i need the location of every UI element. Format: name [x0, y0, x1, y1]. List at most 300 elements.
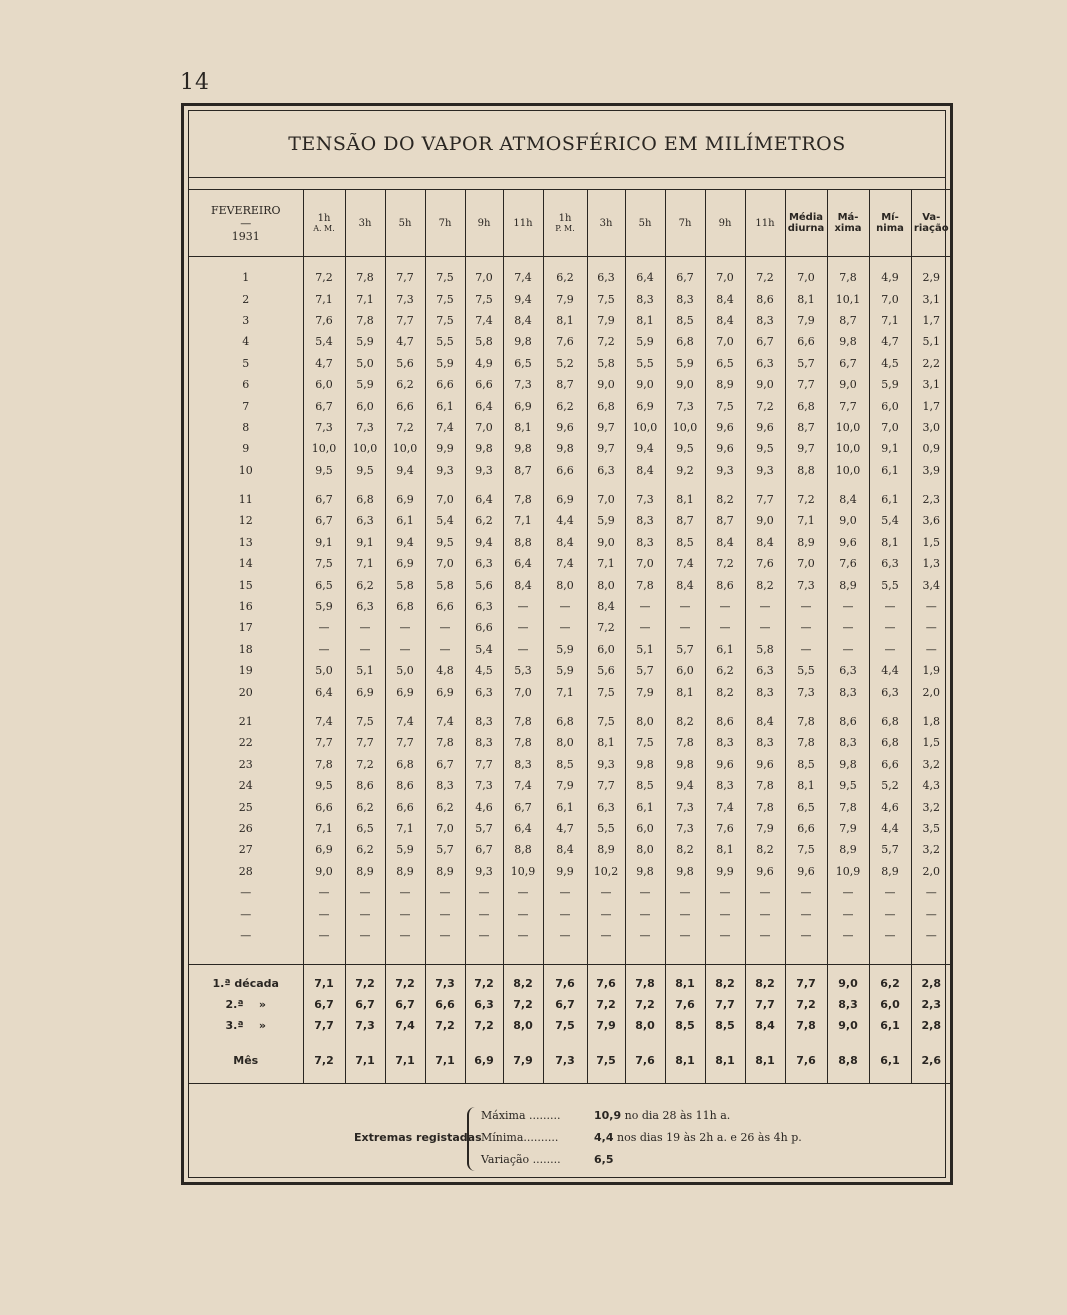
- value-cell: 9,6: [785, 861, 827, 882]
- value-cell: 6,2: [345, 839, 385, 860]
- value-cell: —: [869, 617, 911, 638]
- value-cell: 6,2: [345, 796, 385, 817]
- value-cell: —: [745, 925, 785, 965]
- value-cell: 7,8: [503, 481, 543, 510]
- value-cell: 6,0: [303, 374, 345, 395]
- summary-value-cell: 7,2: [345, 965, 385, 995]
- value-cell: —: [385, 925, 425, 965]
- value-cell: 3,0: [911, 417, 951, 438]
- value-cell: 4,7: [869, 331, 911, 352]
- extremes-section: [189, 1099, 945, 1181]
- day-cell: 23: [238, 757, 253, 771]
- value-cell: 7,3: [665, 395, 705, 416]
- value-cell: —: [745, 617, 785, 638]
- value-cell: 8,4: [705, 288, 745, 309]
- day-cell: 12: [238, 514, 253, 528]
- day-cell: —: [240, 907, 252, 921]
- day-cell: —: [240, 886, 252, 900]
- value-cell: —: [345, 639, 385, 660]
- value-cell: 9,5: [303, 460, 345, 481]
- value-cell: 9,6: [705, 438, 745, 459]
- summary-value-cell: 7,4: [385, 1015, 425, 1036]
- value-cell: 7,9: [543, 288, 587, 309]
- summary-value-cell: 2,6: [911, 1036, 951, 1084]
- value-cell: 7,6: [543, 331, 587, 352]
- value-cell: 8,6: [745, 288, 785, 309]
- value-cell: 9,8: [625, 861, 665, 882]
- value-cell: —: [827, 882, 869, 903]
- value-cell: 9,0: [745, 374, 785, 395]
- maxima-row-value: [594, 1109, 730, 1122]
- value-cell: 7,0: [869, 417, 911, 438]
- value-cell: 8,1: [785, 288, 827, 309]
- value-cell: 7,7: [385, 732, 425, 753]
- value-cell: 6,8: [785, 395, 827, 416]
- table-row: [189, 775, 951, 796]
- value-cell: 7,8: [665, 732, 705, 753]
- value-cell: 6,8: [345, 481, 385, 510]
- value-cell: 0,9: [911, 438, 951, 459]
- minima-row-label: Mínima..........: [481, 1131, 559, 1144]
- value-cell: 6,9: [625, 395, 665, 416]
- summary-value-cell: 6,1: [869, 1036, 911, 1084]
- value-cell: 7,2: [345, 754, 385, 775]
- value-cell: 5,8: [385, 574, 425, 595]
- value-cell: —: [303, 617, 345, 638]
- value-cell: 6,5: [705, 353, 745, 374]
- value-cell: 6,8: [385, 754, 425, 775]
- value-cell: 7,8: [503, 732, 543, 753]
- value-cell: 9,7: [785, 438, 827, 459]
- summary-value-cell: 7,8: [625, 965, 665, 995]
- table-row: [189, 925, 951, 965]
- value-cell: —: [785, 903, 827, 924]
- value-cell: 6,3: [587, 796, 625, 817]
- value-cell: 4,4: [869, 660, 911, 681]
- value-cell: 8,1: [625, 310, 665, 331]
- maxima-label-1: Má-: [837, 212, 859, 223]
- value-cell: 3,2: [911, 754, 951, 775]
- value-cell: 7,0: [425, 481, 465, 510]
- value-cell: 8,1: [665, 481, 705, 510]
- value-cell: 7,3: [625, 481, 665, 510]
- value-cell: 9,0: [587, 532, 625, 553]
- value-cell: 7,5: [425, 288, 465, 309]
- value-cell: 8,4: [543, 532, 587, 553]
- value-cell: 5,9: [543, 660, 587, 681]
- table-row: [189, 553, 951, 574]
- value-cell: 6,9: [425, 681, 465, 702]
- table-row: [189, 288, 951, 309]
- value-cell: 9,3: [587, 754, 625, 775]
- table-row: [189, 417, 951, 438]
- value-cell: 4,5: [869, 353, 911, 374]
- value-cell: 4,4: [543, 510, 587, 531]
- value-cell: 7,5: [425, 257, 465, 289]
- value-cell: 7,9: [625, 681, 665, 702]
- value-cell: 8,3: [705, 732, 745, 753]
- value-cell: 7,0: [587, 481, 625, 510]
- value-cell: 9,6: [745, 417, 785, 438]
- summary-value-cell: 7,2: [465, 965, 503, 995]
- value-cell: 8,5: [665, 532, 705, 553]
- value-cell: 10,0: [303, 438, 345, 459]
- value-cell: 7,1: [587, 553, 625, 574]
- summary-value-cell: 7,2: [503, 994, 543, 1015]
- hour-header: 11h: [745, 190, 785, 257]
- value-cell: 10,0: [385, 438, 425, 459]
- value-cell: 5,9: [425, 353, 465, 374]
- summary-value-cell: 8,1: [665, 965, 705, 995]
- summary-value-cell: 7,1: [345, 1036, 385, 1084]
- value-cell: 5,2: [543, 353, 587, 374]
- value-cell: 6,7: [303, 481, 345, 510]
- value-cell: 9,7: [587, 438, 625, 459]
- value-cell: 5,9: [345, 374, 385, 395]
- value-cell: 5,5: [587, 818, 625, 839]
- value-cell: 7,9: [785, 310, 827, 331]
- summary-value-cell: 6,3: [465, 994, 503, 1015]
- summary-value-cell: 6,0: [869, 994, 911, 1015]
- value-cell: —: [705, 617, 745, 638]
- value-cell: 8,7: [543, 374, 587, 395]
- variacao-row-label: Variação ........: [481, 1153, 561, 1166]
- value-cell: —: [543, 903, 587, 924]
- value-cell: 6,2: [385, 374, 425, 395]
- value-cell: 7,1: [503, 510, 543, 531]
- value-cell: 4,8: [425, 660, 465, 681]
- value-cell: 7,2: [303, 257, 345, 289]
- value-cell: —: [665, 882, 705, 903]
- value-cell: 9,5: [665, 438, 705, 459]
- value-cell: 7,1: [785, 510, 827, 531]
- value-cell: 10,0: [827, 417, 869, 438]
- value-cell: 6,1: [705, 639, 745, 660]
- value-cell: 3,1: [911, 288, 951, 309]
- value-cell: 2,3: [911, 481, 951, 510]
- value-cell: 8,9: [345, 861, 385, 882]
- value-cell: 8,4: [827, 481, 869, 510]
- value-cell: 1,5: [911, 732, 951, 753]
- value-cell: 8,0: [543, 574, 587, 595]
- value-cell: 7,8: [345, 310, 385, 331]
- summary-value-cell: 8,1: [705, 1036, 745, 1084]
- value-cell: 7,4: [303, 703, 345, 732]
- value-cell: —: [785, 925, 827, 965]
- value-cell: 8,1: [665, 681, 705, 702]
- value-cell: —: [745, 596, 785, 617]
- value-cell: 6,2: [345, 574, 385, 595]
- value-cell: —: [705, 925, 745, 965]
- value-cell: 8,3: [745, 681, 785, 702]
- value-cell: 6,7: [303, 395, 345, 416]
- value-cell: —: [385, 617, 425, 638]
- value-cell: 5,5: [625, 353, 665, 374]
- variacao-label-2: riação: [913, 223, 949, 234]
- summary-value-cell: 8,2: [705, 965, 745, 995]
- summary-value-cell: 7,6: [665, 994, 705, 1015]
- value-cell: 8,3: [625, 532, 665, 553]
- value-cell: 8,4: [503, 310, 543, 331]
- value-cell: —: [503, 925, 543, 965]
- summary-value-cell: 7,2: [385, 965, 425, 995]
- table-row: [189, 596, 951, 617]
- summary-value-cell: 7,2: [625, 994, 665, 1015]
- hour-header: 7h: [665, 190, 705, 257]
- value-cell: 8,4: [745, 703, 785, 732]
- value-cell: 7,5: [303, 553, 345, 574]
- value-cell: 6,6: [869, 754, 911, 775]
- value-cell: 5,1: [345, 660, 385, 681]
- value-cell: 7,9: [745, 818, 785, 839]
- value-cell: —: [827, 639, 869, 660]
- value-cell: 8,5: [625, 775, 665, 796]
- value-cell: 7,2: [705, 553, 745, 574]
- value-cell: 6,4: [303, 681, 345, 702]
- value-cell: —: [665, 903, 705, 924]
- value-cell: —: [385, 639, 425, 660]
- summary-value-cell: 6,2: [869, 965, 911, 995]
- table-row: [189, 732, 951, 753]
- value-cell: 2,2: [911, 353, 951, 374]
- value-cell: —: [785, 617, 827, 638]
- value-cell: —: [869, 882, 911, 903]
- summary-value-cell: 6,9: [465, 1036, 503, 1084]
- day-cell: 14: [238, 557, 253, 571]
- value-cell: —: [425, 882, 465, 903]
- summary-value-cell: 7,1: [385, 1036, 425, 1084]
- summary-value-cell: 2,8: [911, 965, 951, 995]
- value-cell: 5,9: [303, 596, 345, 617]
- value-cell: 1,8: [911, 703, 951, 732]
- value-cell: —: [303, 882, 345, 903]
- value-cell: 8,3: [827, 681, 869, 702]
- value-cell: 7,8: [827, 796, 869, 817]
- value-cell: 6,1: [869, 481, 911, 510]
- value-cell: 6,9: [543, 481, 587, 510]
- value-cell: 8,2: [745, 574, 785, 595]
- value-cell: 8,7: [827, 310, 869, 331]
- value-cell: 4,9: [465, 353, 503, 374]
- value-cell: 7,1: [385, 818, 425, 839]
- value-cell: —: [345, 925, 385, 965]
- value-cell: 9,6: [827, 532, 869, 553]
- table-row: [189, 460, 951, 481]
- value-cell: —: [543, 596, 587, 617]
- value-cell: 6,0: [869, 395, 911, 416]
- value-cell: 7,4: [425, 417, 465, 438]
- table-row: [189, 438, 951, 459]
- value-cell: —: [665, 925, 705, 965]
- value-cell: 8,3: [745, 310, 785, 331]
- value-cell: —: [625, 903, 665, 924]
- value-cell: 8,4: [543, 839, 587, 860]
- value-cell: 9,8: [827, 331, 869, 352]
- value-cell: 7,8: [345, 257, 385, 289]
- value-cell: —: [911, 617, 951, 638]
- minima-row-value: [594, 1131, 802, 1144]
- value-cell: 8,3: [425, 775, 465, 796]
- summary-row: [189, 994, 951, 1015]
- value-cell: —: [587, 903, 625, 924]
- value-cell: 1,9: [911, 660, 951, 681]
- value-cell: 8,7: [785, 417, 827, 438]
- value-cell: 8,7: [665, 510, 705, 531]
- am-label: A. M.: [313, 224, 335, 233]
- summary-value-cell: 8,1: [665, 1036, 705, 1084]
- value-cell: 8,0: [587, 574, 625, 595]
- value-cell: 5,6: [465, 574, 503, 595]
- value-cell: 7,5: [705, 395, 745, 416]
- value-cell: 9,3: [465, 460, 503, 481]
- value-cell: 8,2: [745, 839, 785, 860]
- day-cell: 2: [242, 292, 250, 306]
- day-cell: 8: [242, 420, 250, 434]
- value-cell: —: [911, 596, 951, 617]
- value-cell: 6,6: [425, 596, 465, 617]
- variacao-header: [911, 190, 951, 257]
- value-cell: 8,4: [705, 310, 745, 331]
- value-cell: 8,6: [345, 775, 385, 796]
- summary-value-cell: 7,6: [785, 1036, 827, 1084]
- value-cell: —: [543, 882, 587, 903]
- value-cell: 6,0: [625, 818, 665, 839]
- value-cell: —: [543, 925, 587, 965]
- value-cell: 7,8: [425, 732, 465, 753]
- day-cell: 5: [242, 356, 250, 370]
- value-cell: 9,4: [625, 438, 665, 459]
- value-cell: 7,3: [665, 818, 705, 839]
- value-cell: 8,3: [465, 732, 503, 753]
- minima-label-2: nima: [876, 223, 904, 234]
- value-cell: 9,4: [503, 288, 543, 309]
- value-cell: 6,8: [385, 596, 425, 617]
- value-cell: 7,4: [385, 703, 425, 732]
- value-cell: 9,3: [425, 460, 465, 481]
- value-cell: 8,2: [705, 481, 745, 510]
- value-cell: 8,2: [665, 839, 705, 860]
- value-cell: 7,2: [587, 617, 625, 638]
- value-cell: 3,5: [911, 818, 951, 839]
- summary-label: 3.ª »: [225, 1019, 266, 1033]
- table-row: [189, 903, 951, 924]
- value-cell: —: [705, 903, 745, 924]
- value-cell: 10,1: [827, 288, 869, 309]
- value-cell: 9,8: [665, 861, 705, 882]
- value-cell: 2,0: [911, 861, 951, 882]
- value-cell: 9,0: [625, 374, 665, 395]
- value-cell: 7,5: [345, 703, 385, 732]
- table-row: [189, 257, 951, 289]
- table-frame: [181, 103, 953, 1185]
- table-row: [189, 681, 951, 702]
- value-cell: 8,5: [785, 754, 827, 775]
- value-cell: 7,7: [587, 775, 625, 796]
- hour-header: 5h: [385, 190, 425, 257]
- table-row: [189, 510, 951, 531]
- value-cell: —: [911, 903, 951, 924]
- value-cell: 9,4: [465, 532, 503, 553]
- value-cell: 9,8: [625, 754, 665, 775]
- value-cell: 8,5: [543, 754, 587, 775]
- value-cell: 5,3: [503, 660, 543, 681]
- value-cell: 6,1: [425, 395, 465, 416]
- maxima-text: no dia 28 às 11h a.: [624, 1109, 731, 1122]
- value-cell: 5,5: [785, 660, 827, 681]
- value-cell: —: [869, 639, 911, 660]
- day-cell: 27: [238, 843, 253, 857]
- value-cell: 8,4: [587, 596, 625, 617]
- value-cell: 6,8: [665, 331, 705, 352]
- table-row: [189, 839, 951, 860]
- value-cell: 7,3: [785, 574, 827, 595]
- value-cell: 5,7: [665, 639, 705, 660]
- value-cell: —: [543, 617, 587, 638]
- value-cell: 4,6: [465, 796, 503, 817]
- value-cell: 4,3: [911, 775, 951, 796]
- value-cell: 7,3: [345, 417, 385, 438]
- value-cell: 7,0: [465, 257, 503, 289]
- table-row: [189, 532, 951, 553]
- table-row: [189, 374, 951, 395]
- value-cell: 7,3: [503, 374, 543, 395]
- value-cell: 5,8: [465, 331, 503, 352]
- value-cell: 6,4: [465, 481, 503, 510]
- summary-value-cell: 8,5: [665, 1015, 705, 1036]
- summary-label: 1.ª década: [189, 965, 303, 995]
- day-cell: 11: [238, 493, 253, 507]
- value-cell: 8,1: [587, 732, 625, 753]
- value-cell: 8,9: [827, 574, 869, 595]
- value-cell: —: [911, 639, 951, 660]
- value-cell: 9,5: [303, 775, 345, 796]
- value-cell: 9,9: [425, 438, 465, 459]
- day-cell: 10: [238, 463, 253, 477]
- summary-value-cell: 8,2: [745, 965, 785, 995]
- value-cell: 6,1: [543, 796, 587, 817]
- table-row: [189, 660, 951, 681]
- value-cell: 7,1: [345, 288, 385, 309]
- value-cell: 6,7: [303, 510, 345, 531]
- value-cell: 9,8: [827, 754, 869, 775]
- value-cell: 9,7: [587, 417, 625, 438]
- value-cell: 9,2: [665, 460, 705, 481]
- value-cell: 6,3: [587, 257, 625, 289]
- table-row: [189, 882, 951, 903]
- maxima-value: 10,9: [594, 1109, 622, 1122]
- value-cell: 9,4: [385, 532, 425, 553]
- value-cell: —: [625, 882, 665, 903]
- value-cell: —: [425, 925, 465, 965]
- minima-text: nos dias 19 às 2h a. e 26 às 4h p.: [617, 1131, 802, 1144]
- day-cell: 4: [242, 335, 250, 349]
- value-cell: 5,4: [425, 510, 465, 531]
- value-cell: 8,3: [745, 732, 785, 753]
- value-cell: —: [869, 925, 911, 965]
- value-cell: 6,7: [465, 839, 503, 860]
- summary-value-cell: 7,2: [425, 1015, 465, 1036]
- value-cell: 6,3: [587, 460, 625, 481]
- summary-value-cell: 6,7: [385, 994, 425, 1015]
- value-cell: 6,1: [869, 460, 911, 481]
- value-cell: 5,4: [465, 639, 503, 660]
- value-cell: 9,4: [385, 460, 425, 481]
- value-cell: 8,5: [665, 310, 705, 331]
- value-cell: 9,8: [465, 438, 503, 459]
- hour-label: 1h: [317, 213, 331, 224]
- table-inner-frame: [188, 110, 949, 1178]
- value-cell: —: [465, 903, 503, 924]
